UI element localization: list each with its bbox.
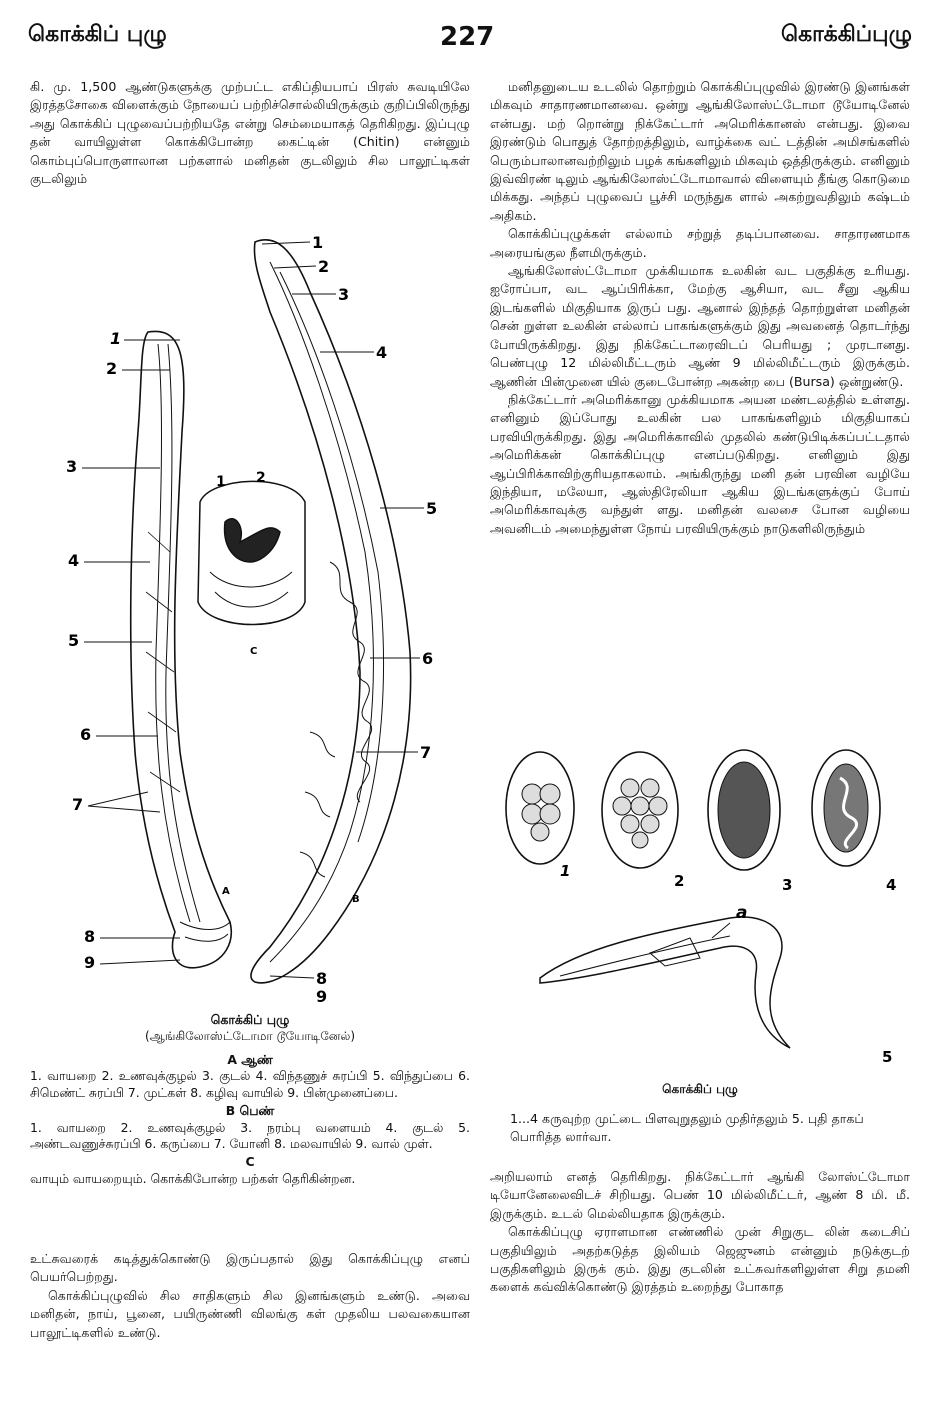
left-column-bottom [30,1250,470,1342]
label-a-6: 6 [80,725,92,744]
label-figure-b: B [352,894,360,905]
label-a-3: 3 [66,457,78,476]
label-b-9: 9 [316,987,328,1002]
egg-label-1: 1 [560,862,571,880]
label-a-2: 2 [106,359,118,378]
page-number: 227 [440,22,495,52]
figure-left-caption [30,1012,470,1044]
right-column-text [490,78,910,538]
paragraph: அறியலாம் எனத் தெரிகிறது. நிக்கேட்டார் ஆங்கி லோஸ்ட்டோமா டியோனேலைவிடச் சிறியது. பெண் 10 மில்லிமீட்டர், ஆண் 8 மி. மீ. இருக்கும். உடல் மெல்லியதாக இருக்கும். [490,1169,910,1221]
egg-label-4: 4 [886,876,897,894]
paragraph: மனிதனுடைய உடலில் தொற்றும் கொக்கிப்புழுவில் இரண்டு இனங்கள் மிகவும் சாதாரணமானவை. ஒன்று ஆங்கிலோஸ்ட்டோமா டூயோடினேல் என்பது. மற் றொன்று நிக்கேட்டார் அமெரிக்கானஸ் என்பது. இவை இரண்டும் பொதுத் தோற்றத்திலும், வாழ்க்கை வட் டத்தின் அமிசங்களில் பெரும்பாலானவற்றிலும் பழக் கங்களிலும் மிகவும் ஒத்திருக்கும். எனினும் இவ்விரண் டிலும் ஆங்கிலோஸ்ட்டோமாவால் விளையும் தீங்கு கொடுமை மிக்கது. அந்தப் புழுவைப் பூச்சி மருந்துக ளால் அகற்றுவதிலும் கஷ்டம் அதிகம். [490,79,910,223]
figure-title: கொக்கிப் புழு [210,1012,290,1027]
paragraph: கொக்கிப்புழுவில் சில சாதிகளும் சில இனங்களும் உண்டு. அவை மனிதன், நாய், பூனை, பயிருண்ணி விலங்கு கள் முதலிய பலவகையான பாலூட்டிகளில் உண்டு. [30,1287,470,1340]
running-header-right: கொக்கிப்புழு [780,22,912,47]
label-b-2: 2 [318,257,330,276]
hookworm-figure [30,232,470,1002]
figure-right-title: கொக்கிப் புழு [662,1082,738,1096]
eggs-larva-figure [490,748,910,1078]
egg-label-2: 2 [674,872,685,890]
label-a-5: 5 [68,631,80,650]
label-b-1: 1 [312,233,324,252]
figure-subtitle: (ஆங்கிலோஸ்ட்டோமா டூயோடினேல்) [144,1029,356,1043]
legend-c-heading: C [245,1154,255,1170]
paragraph: உட்சுவரைக் கடித்துக்கொண்டு இருப்பதால் இது கொக்கிப்புழு எனப் பெயர்பெற்றது. [30,1251,470,1285]
male-worm-drawing [131,331,232,967]
legend-b-heading: B பெண் [225,1103,275,1119]
egg-label-3: 3 [782,876,793,894]
label-a-1: 1 [110,329,122,348]
right-column-bottom [490,1168,910,1297]
label-a-9: 9 [84,953,96,972]
paragraph: ஆங்கிலோஸ்ட்டோமா முக்கியமாக உலகின் வட பகுதிக்கு உரியது. ஐரோப்பா, வட ஆப்பிரிக்கா, மேற்கு ஆசியா, வட சீனு ஆகிய இடங்களில் மிகுதியாக இருப் பது. ஆனால் இந்தத் தொற்றுள்ள மனிதன் சென் றுள்ள உலகின் எல்லாப் பாகங்களுக்கும் இது அவனைத் தொடர்ந்து போயிருக்கிறது. இது நிக்கேட்டாரைவிடப் பெரியது ; முரடானது. பெண்புழு 12 மில்லிமீட்டரும் ஆண் 9 மில்லிமீட்டரும் இருக்கும். ஆணின் பின்முனை யில் குடைபோன்ற அகன்ற பை (Bursa) ஒன்றுண்டு. [490,263,910,389]
label-b-7: 7 [420,743,432,762]
figure-right-caption: 1...4 கருவுற்ற முட்டை பிளவுறுதலும் முதிர்தலும் 5. புதி தாகப் பொரித்த லார்வா. [510,1111,864,1144]
paragraph: கொக்கிப்புழுக்கள் எல்லாம் சற்றுத் தடிப்பானவை. சாதாரணமாக அரையங்குல நீளமிருக்கும். [490,226,910,260]
paragraph: கொக்கிப்புழு ஏராளமான எண்ணில் முன் சிறுகுட லின் கடைசிப் பகுதியிலும் அதற்கடுத்த இலியம் ஜெஜுனம் என்னும் நடுக்குடற் பகுதிகளிலும் இருக் கும். இது குடலின் உட்சுவர்களிலுள்ள சிறு தமனி களைக் கவ்விக்கொண்டு இரத்தம் உறைந்து போகாத [490,1224,910,1295]
label-figure-c: C [250,646,258,657]
running-header-left: கொக்கிப் புழு [28,22,167,47]
label-c-1: 1 [216,474,226,490]
mouth-capsule-drawing [198,481,305,624]
legend-b-body: 1. வாயறை 2. உணவுக்குழல் 3. நரம்பு வளையம் 4. குடல் 5. அண்டவணுச்சுரப்பி 6. கருப்பை 7. யோனி 8. மலவாயில் 9. வால் முள். [30,1119,470,1152]
larva-label-a: a [736,903,748,923]
label-figure-a: A [222,886,230,897]
label-b-4: 4 [376,343,388,362]
legend-c-body: வாயும் வாயறையும். கொக்கிபோன்ற பற்கள் தெரிகின்றன. [30,1170,356,1186]
figure-legend [30,1050,470,1187]
legend-a-body: 1. வாயறை 2. உணவுக்குழல் 3. குடல் 4. விந்தணுச் சுரப்பி 5. விந்துப்பை 6. சிமெண்ட் சுரப்பி 7. முட்கள் 8. கழிவு வாயில் 9. பின்முனைப்பை. [30,1068,470,1100]
label-b-6: 6 [422,649,434,668]
label-a-7: 7 [72,795,84,814]
label-b-8: 8 [316,969,328,988]
label-b-3: 3 [338,285,350,304]
label-a-8: 8 [84,927,96,946]
label-b-5: 5 [426,499,438,518]
label-a-4: 4 [68,551,80,570]
paragraph: நிக்கேட்டார் அமெரிக்கானு முக்கியமாக அயன மண்டலத்தில் உள்ளது. எனினும் இப்போது உலகின் பல பாகங்களிலும் மிகுதியாகப் பரவியிருக்கிறது. இது அமெரிக்காவில் முதலில் கண்டுபிடிக்கப்பட்டதால் அமெரிக்கன் கொக்கிப்புழு எனப்படுகிறது. எனினும் இது ஆப்பிரிக்காவிற்குரியதாகலாம். அங்கிருந்து மனி தன் பரவின வழியே இந்தியா, மலேயா, ஆஸ்திரேலியா ஆகிய இடங்களுக்குப் போய் அமெரிக்காவுக்கு வந்துள் ளது. மனிதன் வலசை போன வழியை அவனிடம் அமைந்துள்ள நோய் பரவியிருக்கும் நாடுகளிலிருந்தும் [490,391,910,536]
intro-paragraph: கி. மு. 1,500 ஆண்டுகளுக்கு முற்பட்ட எகிப்தியபாப் பிரஸ் சுவடியிலே இரத்தசோகை விளைக்கும் நோயைப் பற்றிச்சொல்லியிருக்கும் குறிப்பிலிருந்து அது கொக்கிப் புழுவைப்பற்றியதே என்று செம்மையாகத் தெரிகிறது. இப்புழு தன் வாயிலுள்ள கொக்கிபோன்ற கைட்டின் (Chitin) என்னும் கொம்புப்பொருளாலான பற்களால் மனிதன் குடலிலும் சில பாலூட்டிகள் குடலிலும் [30,79,470,187]
larva-drawing [540,917,790,1048]
larva-label-5: 5 [882,1048,893,1066]
label-c-2: 2 [256,470,266,486]
left-column-intro [30,78,470,188]
legend-a-heading: A ஆண் [227,1052,273,1067]
